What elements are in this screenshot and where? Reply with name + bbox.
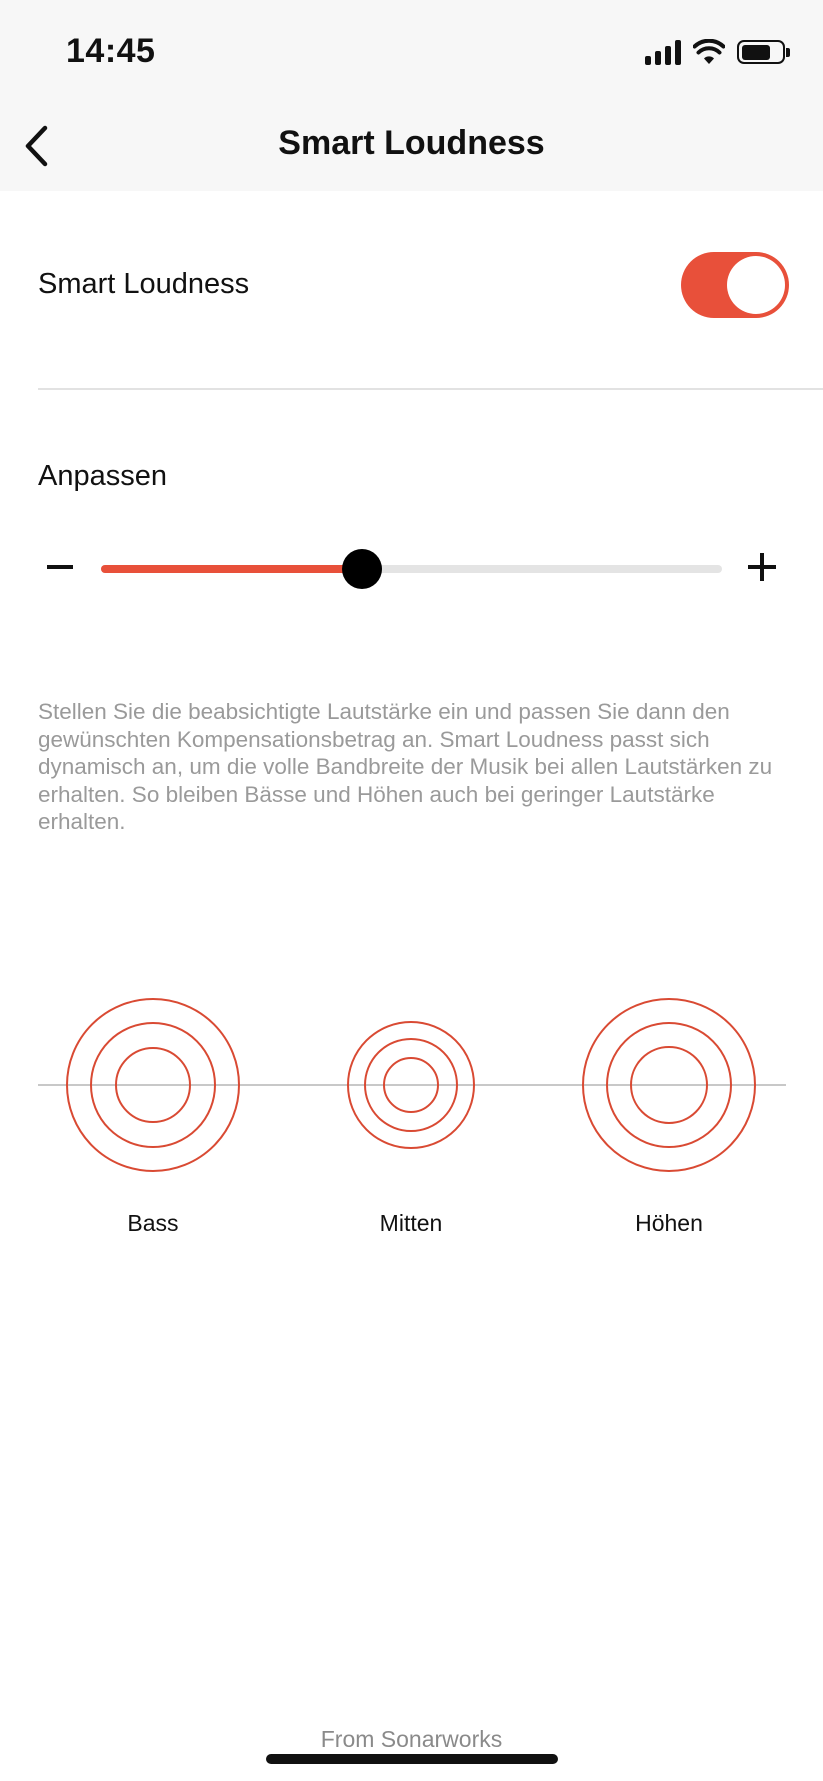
smart-loudness-toggle[interactable] <box>681 252 789 318</box>
battery-icon <box>737 40 785 64</box>
slider-thumb[interactable] <box>342 549 382 589</box>
home-indicator[interactable] <box>266 1754 558 1764</box>
cellular-signal-icon <box>645 39 681 65</box>
band-label-mitten: Mitten <box>379 1210 443 1236</box>
footer-credit: From Sonarworks <box>320 1726 503 1752</box>
decrease-button[interactable] <box>46 552 74 582</box>
status-time: 14:45 <box>66 32 156 70</box>
description-text: Stellen Sie die beabsichtigte Lautstärke ein und passen Sie dann den gewünschten Kompensationsbetrag an. Smart Loudness passt sich dynamisch an, um die volle Bandbreite der Musik bei allen Lautstärken zu erhalten. So bleiben Bässe und Höhen auch bei geringer Lautstärke erhalten. <box>38 699 773 834</box>
band-visualization <box>38 990 786 1190</box>
smart-loudness-label: Smart Loudness <box>38 268 250 300</box>
divider <box>38 388 823 390</box>
compensation-slider[interactable] <box>101 565 722 573</box>
adjust-label: Anpassen <box>38 460 167 492</box>
slider-fill <box>101 565 362 573</box>
band-label-bass: Bass <box>127 1210 179 1236</box>
status-icons <box>645 36 785 68</box>
increase-button[interactable] <box>748 553 776 581</box>
band-labels <box>0 1210 823 1244</box>
band-label-hoehen: Höhen <box>635 1210 703 1236</box>
toggle-knob <box>727 256 785 314</box>
wifi-icon <box>693 39 725 65</box>
page-title: Smart Loudness <box>278 124 545 162</box>
